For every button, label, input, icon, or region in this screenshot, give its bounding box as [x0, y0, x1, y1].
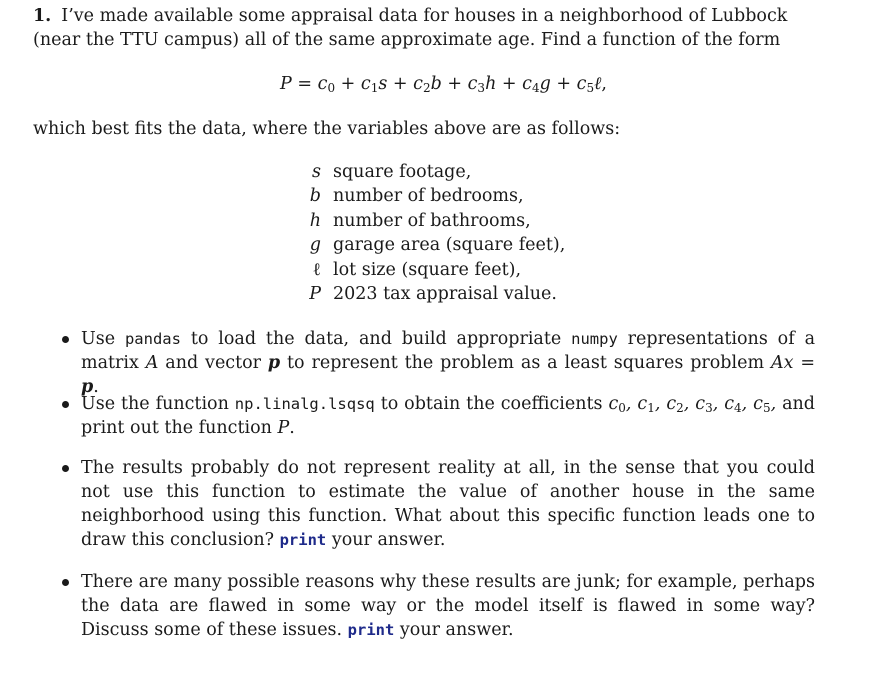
equation-lhs: P — [280, 74, 292, 94]
intro-text: I’ve made available some appraisal data for houses in a neighborhood of Lubbock (near the TTU campus) all of the same approximate age. Find a function of the form — [33, 6, 788, 50]
variable-desc: number of bathrooms, — [333, 210, 531, 231]
equation-term-c5l: $c_5\ell$ — [576, 74, 602, 95]
task-item-load-data: Use pandas to load the data, and build appropriate numpy representations of a matrix A and vector p to represent the problem as a least squares problem Ax = p. — [81, 329, 815, 397]
equation-term-c3h: $c_3h$ — [467, 74, 497, 95]
variable-symbol: h — [309, 210, 321, 231]
variable-row — [295, 258, 565, 282]
variable-symbol: s — [312, 162, 321, 182]
coefficient-list: $c_0$, $c_1$, $c_2$, $c_3$, $c_4$, $c_5$, — [608, 394, 777, 415]
variable-row — [295, 282, 565, 306]
variable-desc: 2023 tax appraisal value. — [333, 283, 557, 304]
variable-symbol: P — [309, 283, 321, 304]
equation-term-c2b: $c_2b$ — [413, 74, 442, 95]
print-keyword: print — [279, 531, 327, 549]
variable-desc: square footage, — [333, 162, 472, 182]
inline-code: numpy — [571, 330, 618, 348]
task-item-lstsq: Use the function np.linalg.lsqsq to obtain the coefficients $c_0$, $c_1$, $c_2$, $c_3$, $c_4$, $c_5$, and print out the function P. — [81, 394, 815, 438]
equation-term-c0: $c_0$ — [317, 74, 336, 95]
variable-list — [295, 160, 565, 306]
task-item-discuss: There are many possible reasons why these results are junk; for example, perhaps the data are flawed in some way or the model itself is flawed in some way? Discuss some of these issues. print your answer. — [81, 572, 815, 640]
variable-desc: garage area (square feet), — [333, 235, 566, 256]
equation-term-c1s: $c_1s$ — [360, 74, 388, 95]
variable-symbol: b — [309, 186, 321, 207]
model-equation: $P = c_0 + c_1s + c_2b + c_3h + c_4g$ + $c_5\ell$, — [280, 74, 607, 95]
problem-intro — [33, 4, 823, 52]
variable-desc: number of bedrooms, — [333, 186, 524, 207]
variable-symbol: ℓ — [312, 259, 321, 280]
variable-row — [295, 209, 565, 233]
inline-code: pandas — [124, 330, 181, 348]
task-item-interpret: The results probably do not represent reality at all, in the sense that you could not use this function to estimate the value of another house in the same neighborhood using this function. What about this specific function leads one to draw this conclusion? print your answer. — [81, 458, 815, 550]
variable-desc: lot size (square feet), — [333, 259, 522, 280]
print-keyword: print — [347, 621, 395, 639]
inline-code: np.linalg.lsqsq — [234, 395, 375, 413]
variable-row — [295, 184, 565, 208]
equation-term-c4g: $c_4g$ — [522, 74, 551, 95]
variable-symbol: g — [309, 235, 321, 256]
variable-row — [295, 160, 565, 184]
variable-row — [295, 233, 565, 257]
which-line: which best fits the data, where the variables above are as follows: — [33, 119, 621, 139]
problem-number: 1. — [33, 6, 52, 26]
